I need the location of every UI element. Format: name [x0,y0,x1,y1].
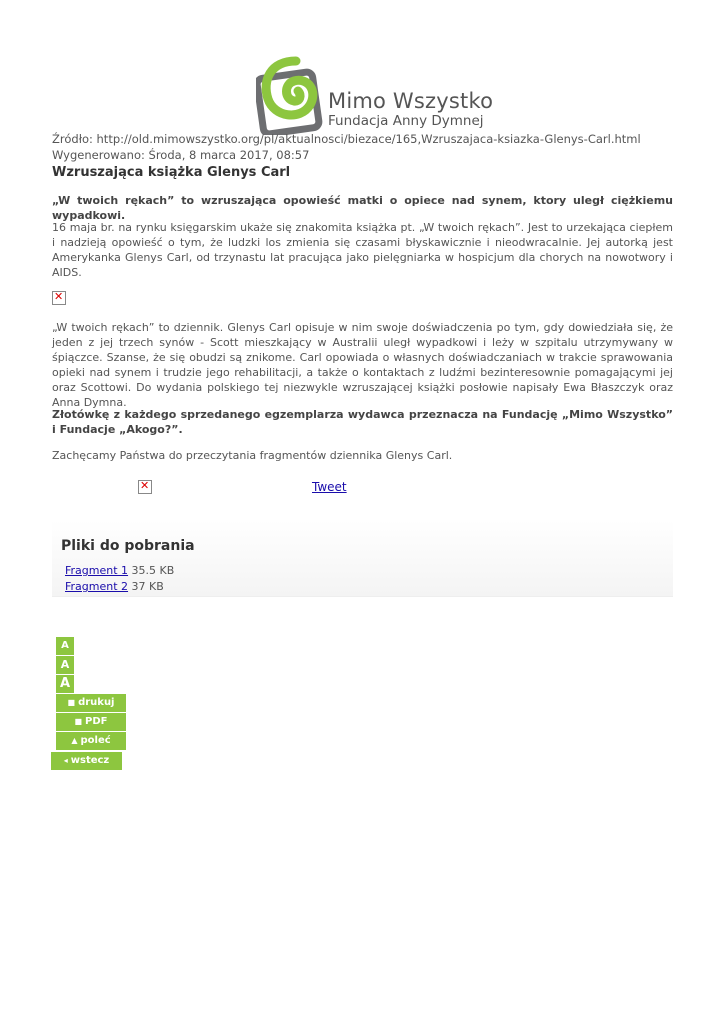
back-button[interactable] [51,752,122,770]
file-item [65,580,164,593]
file-link-fragment-2[interactable]: Fragment 2 [65,580,129,593]
article-paragraph-1: 16 maja br. na rynku księgarskim ukaże się znakomita książka pt. „W twoich rękach”. Jest to urzekająca ciepłem i nadzieją opowieść o tym, że ludzki los zmienia się czasami błyskawicznie i nieodwracalnie. Jej autorką jest Amerykanka Glenys Carl, od trzynastu lat pracująca jako pielęgniarka w hospicjum dla chorych na nowotwory i AIDS. [52,221,673,279]
file-link-fragment-1[interactable]: Fragment 1 [65,564,129,577]
generated-date: Wygenerowano: Środa, 8 marca 2017, 08:57 [52,148,310,162]
logo-spiral-icon [256,55,328,135]
file-item [65,564,174,577]
source-url: Źródło: http://old.mimowszystko.org/pl/aktualnosci/biezace/165,Wzruszajaca-ksiazka-Glenys-Carl.html [52,132,641,146]
printer-icon: ■ [67,698,76,707]
downloads-panel [52,520,673,597]
logo-subtitle: Fundacja Anny Dymnej [328,113,484,129]
pdf-icon: ■ [74,717,83,726]
downloads-heading: Pliki do pobrania [61,538,195,554]
article-paragraph-4: Zachęcamy Państwa do przeczytania fragmentów dziennika Glenys Carl. [52,449,453,462]
font-medium-button[interactable]: A [56,656,74,674]
font-large-button[interactable]: A [56,675,74,693]
article-paragraph-3: Złotówkę z każdego sprzedanego egzemplarza wydawca przeznacza na Fundację „Mimo Wszystko” i Fundacje „Akogo?”. [52,408,673,436]
file-size: 37 KB [131,580,164,593]
back-label: wstecz [70,755,110,766]
pdf-button[interactable] [56,713,126,731]
logo-title: Mimo Wszystko [328,89,494,113]
font-small-button[interactable]: A [56,637,74,655]
file-size: 35.5 KB [131,564,175,577]
recommend-label: poleć [80,735,111,746]
back-arrow-icon: ◂ [63,756,68,765]
recommend-icon: ▲ [71,736,78,745]
print-label: drukuj [78,697,115,708]
article-paragraph-2: „W twoich rękach” to dziennik. Glenys Carl opisuje w nim swoje doświadczenia po tym, gdy dowiedziała się, że jeden z jej trzech synów - Scott mieszkający w Australii uległ wypadkowi i leży w szpitalu utrzymywany w śpiączce. Szanse, że się obudzi są znikome. Carl opowiada o własnych doświadczaniach w trakcie sprawowania opieki nad synem i trudzie jego rehabilitacji, a także o kontaktach z ludźmi bezinteresownie pomagającymi jej oraz Scottowi. Do wydania polskiego tej niezwykle wzruszającej książki posłowie napisały Ewa Błaszczyk oraz Anna Dymna. [52,321,673,409]
tweet-link[interactable]: Tweet [312,480,347,494]
article-lead: „W twoich rękach” to wzruszająca opowieść matki o opiece nad synem, ktory uległ ciężkiemu wypadkowi. [52,194,673,222]
pdf-label: PDF [85,716,108,727]
print-button[interactable] [56,694,126,712]
site-logo[interactable] [256,55,496,135]
article-title: Wzruszająca książka Glenys Carl [52,165,291,180]
broken-image-icon[interactable] [138,480,152,494]
recommend-button[interactable] [56,732,126,750]
broken-image-icon [52,291,66,305]
